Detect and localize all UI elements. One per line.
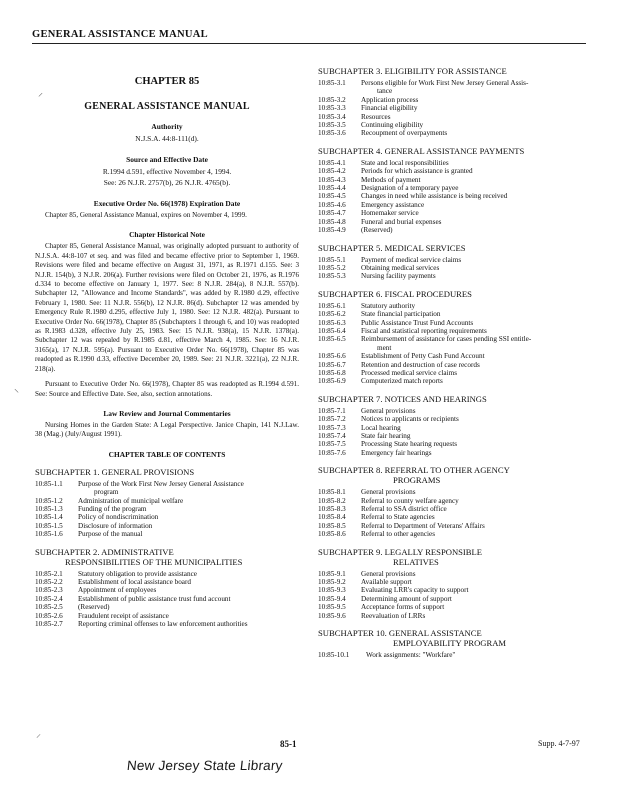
section-number: 10:85-3.1 (318, 79, 346, 87)
section-title: Notices to applicants or recipients (361, 415, 459, 424)
section-title: Processing State hearing requests (361, 440, 458, 449)
section-title: Evaluating LRR's capacity to support (361, 586, 469, 595)
review-text: Nursing Homes in the Garden State: A Legal Perspective. Janice Chapin, 141 N.J.Law. 38 (Mag.) (July/August 1991). (35, 420, 299, 439)
section-number: 10:85-4.6 (318, 200, 346, 209)
section-title: State financial participation (361, 310, 441, 319)
subchapter-heading (318, 394, 588, 404)
section-title: Financial eligibility (361, 104, 418, 113)
section-number: 10:85-8.1 (318, 488, 346, 497)
section-title: Appointment of employees (78, 586, 157, 595)
chapter-title: GENERAL ASSISTANCE MANUAL (84, 101, 250, 112)
toc-entry (318, 176, 588, 184)
section-number: 10:85-2.1 (35, 569, 63, 578)
section-title: Emergency fair hearings (361, 448, 432, 457)
toc-entry (318, 302, 588, 310)
toc-entry (318, 377, 588, 385)
margin-mark: ⸌ (14, 388, 19, 399)
subchapter-heading (318, 628, 588, 648)
toc-entry (318, 159, 588, 167)
section-number: 10:85-8.3 (318, 505, 346, 514)
section-number: 10:85-6.1 (318, 301, 346, 310)
subchapter-title: SUBCHAPTER 7. NOTICES AND HEARINGS (318, 393, 487, 404)
subchapter-title: SUBCHAPTER 4. GENERAL ASSISTANCE PAYMENTS (318, 145, 525, 156)
section-number: 10:85-5.3 (318, 272, 346, 281)
section-title: Establishment of local assistance board (78, 577, 191, 586)
section-title: Homemaker service (361, 209, 419, 218)
toc-entry (318, 184, 588, 192)
section-title: Continuing eligibility (361, 121, 424, 130)
section-number: 10:85-4.8 (318, 217, 346, 226)
review-heading: Law Review and Journal Commentaries (103, 408, 231, 418)
toc-entry (318, 612, 588, 620)
section-title: Recoupment of overpayments (361, 129, 448, 138)
section-number: 10:85-7.6 (318, 448, 346, 457)
toc-entry (318, 272, 588, 280)
section-number: 10:85-1.1 (35, 479, 63, 488)
section-title: Designation of a temporary payee (361, 184, 459, 193)
section-number: 10:85-9.3 (318, 586, 346, 595)
section-number: 10:85-5.2 (318, 263, 346, 272)
section-title: Referral to State agencies (361, 513, 435, 522)
toc-entry (35, 603, 299, 611)
toc-entry (318, 104, 588, 112)
section-number: 10:85-6.8 (318, 368, 346, 377)
section-title: Determining amount of support (361, 594, 452, 603)
subchapter-title: SUBCHAPTER 5. MEDICAL SERVICES (318, 242, 466, 253)
toc-entry (318, 209, 588, 217)
section-title: Fraudulent receipt of assistance (78, 611, 169, 620)
section-title: Establishment of public assistance trust fund account (78, 594, 231, 603)
section-title: State fair hearing (361, 432, 411, 440)
section-title: Obtaining medical services (361, 263, 440, 272)
subchapter-heading (318, 289, 588, 299)
section-title: Processed medical service claims (361, 368, 457, 377)
section-number: 10:85-1.3 (35, 504, 63, 513)
subchapter-heading (35, 467, 299, 477)
toc-entry (318, 497, 588, 505)
section-title: General provisions (361, 406, 416, 415)
section-title: Statutory authority (361, 301, 416, 310)
toc-entry (35, 570, 299, 578)
section-title: Local hearing (361, 423, 401, 432)
section-number: 10:85-6.7 (318, 360, 346, 369)
section-number: 10:85-6.3 (318, 318, 346, 327)
toc-entry (318, 226, 588, 234)
section-number: 10:85-6.4 (318, 326, 346, 335)
toc-entry (318, 432, 588, 440)
subchapter-title-cont: RESPONSIBILITIES OF THE MUNICIPALITIES (65, 556, 243, 567)
toc-entry (318, 327, 588, 335)
section-title: Changes in need while assistance is being received (361, 192, 508, 201)
section-number: 10:85-9.5 (318, 603, 346, 612)
authority-text: N.J.S.A. 44:8-111(d). (135, 134, 199, 143)
section-number: 10:85-4.4 (318, 184, 346, 193)
toc-entry (318, 522, 588, 530)
toc-entry (318, 603, 588, 611)
section-number: 10:85-7.2 (318, 415, 346, 424)
section-title: Resources (361, 112, 391, 121)
section-title: (Reserved) (78, 603, 110, 612)
section-number: 10:85-8.5 (318, 521, 346, 530)
history-paragraph: Chapter 85, General Assistance Manual, was originally adopted pursuant to authority of N.J.S.A. 44:8-107 et seq. and was filed and became effective prior to September 1, 1969. Revisions were filed and became effective on August 31, 1971, as R.1971 d.155. See: 3 N.J.R. 154(b), 3 N.J.R. 206(a). Further revisions were filed on October 21, 1976, as R.1976 d.334 to become effective on January 1, 1977. See: 8 N.J.R. 284(a), 8 N.J.R. 557(b). Subchapter 12, "Allowance and Income Standards", was added by R.1980 d.29, effective February 1, 1980. See: 11 N.J.R. 556(b), 12 N.J.R. 86(d). Subchapter 12 was amended by Emergency Rule R.1980 d.295, effective July 1, 1980. See: 12 N.J.R. 482(a). Pursuant to Executive Order No. 66(1978), Chapter 85 (Subchapters 1 through 6, and 10) was readopted as R.1983 d.328, effective July 25, 1983. See: 15 N.J.R. 938(a), 15 N.J.R. 1378(a). Subchapter 12 was repealed by R.1985 d.81, effective March 4, 1985. See: 16 N.J.R. 3165(a), 17 N.J.R. 595(a). Pursuant to Executive Order No. 66(1978), Chapter 85 was readopted as R.1990 d.33, effective December 20, 1989. See: 21 N.J.R. 3221(a), 22 N.J.R. 218(a). (35, 242, 299, 373)
subchapter-heading (318, 547, 588, 567)
section-number: 10:85-2.2 (35, 577, 63, 586)
toc-entry (318, 513, 588, 521)
toc-entry (318, 310, 588, 318)
subchapter-title: SUBCHAPTER 3. ELIGIBILITY FOR ASSISTANCE (318, 66, 507, 76)
toc-entry (35, 530, 299, 538)
section-title-wrap: ment (377, 343, 392, 352)
toc-entry (318, 121, 588, 129)
toc-entry (318, 595, 588, 603)
section-title: Referral to county welfare agency (361, 496, 459, 505)
section-title: Application process (361, 95, 419, 104)
toc-entry (318, 264, 588, 272)
section-title: Retention and destruction of case records (361, 360, 480, 369)
header-rule (32, 43, 586, 44)
authority-heading: Authority (151, 122, 183, 131)
toc-entry (318, 218, 588, 226)
page-number: 85-1 (280, 739, 297, 749)
section-title: Emergency assistance (361, 200, 425, 209)
toc-entry (35, 595, 299, 603)
toc-entry (35, 513, 299, 521)
toc-entry (318, 129, 588, 137)
toc-entry (318, 424, 588, 432)
section-number: 10:85-2.6 (35, 611, 63, 620)
section-number: 10:85-8.2 (318, 496, 346, 505)
section-title: Reevaluation of LRRs (361, 611, 426, 620)
chapter-number: CHAPTER 85 (134, 76, 200, 87)
toc-entry (318, 440, 588, 448)
section-title: Reporting criminal offenses to law enforcement authorities (78, 620, 248, 628)
section-title: State and local responsibilities (361, 158, 449, 167)
subchapter-heading (35, 547, 299, 567)
section-number: 10:85-9.2 (318, 578, 346, 587)
subchapter-title: SUBCHAPTER 6. FISCAL PROCEDURES (318, 288, 472, 299)
section-title: Reimbursement of assistance for cases pending SSI entitle- (361, 335, 532, 344)
toc-entry (318, 319, 588, 327)
subchapter-title-cont: EMPLOYABILITY PROGRAM (393, 638, 507, 649)
toc-entry (318, 113, 588, 121)
section-number: 10:85-1.5 (35, 521, 63, 530)
subchapter-heading (318, 146, 588, 156)
section-title: Methods of payment (361, 175, 421, 184)
section-number: 10:85-9.4 (318, 594, 346, 603)
source-line: See: 26 N.J.R. 2757(b), 26 N.J.R. 4765(b). (103, 178, 231, 187)
toc-entry (318, 570, 588, 578)
section-number: 10:85-2.4 (35, 594, 63, 603)
toc-heading: CHAPTER TABLE OF CONTENTS (108, 449, 226, 459)
section-number: 10:85-10.1 (318, 651, 350, 660)
toc-entry (318, 361, 588, 369)
toc-entry (318, 369, 588, 377)
section-number: 10:85-5.1 (318, 255, 346, 264)
subchapter-title: SUBCHAPTER 9. LEGALLY RESPONSIBLE (318, 546, 483, 557)
section-number: 10:85-4.9 (318, 226, 346, 235)
toc-entry (318, 335, 588, 352)
toc-entry (318, 578, 588, 586)
section-number: 10:85-6.6 (318, 352, 346, 361)
toc-entry (318, 415, 588, 423)
section-number: 10:85-6.9 (318, 377, 346, 386)
section-number: 10:85-4.2 (318, 167, 346, 176)
section-title: Statutory obligation to provide assistance (78, 569, 197, 578)
section-number: 10:85-4.5 (318, 192, 346, 201)
library-stamp: New Jersey State Library (126, 758, 284, 773)
toc-left (35, 467, 299, 629)
section-number: 10:85-2.5 (35, 603, 63, 612)
toc-entry (35, 522, 299, 530)
section-number: 10:85-1.4 (35, 513, 63, 522)
section-number: 10:85-6.5 (318, 335, 346, 344)
section-title: Acceptance forms of support (361, 603, 445, 612)
section-title: Public Assistance Trust Fund Accounts (361, 318, 474, 327)
subchapter-title-cont: RELATIVES (393, 556, 439, 567)
subchapter-title: SUBCHAPTER 2. ADMINISTRATIVE (35, 546, 174, 557)
section-number: 10:85-1.2 (35, 496, 63, 505)
toc-entry (318, 79, 588, 96)
supplement-date: Supp. 4-7-97 (538, 739, 580, 748)
toc-entry (318, 201, 588, 209)
section-title: General provisions (361, 569, 416, 578)
section-title: Purpose of the manual (78, 530, 143, 539)
history-heading: Chapter Historical Note (129, 230, 205, 240)
section-title: Fiscal and statistical reporting requirements (361, 326, 487, 335)
subchapter-title: SUBCHAPTER 1. GENERAL PROVISIONS (35, 466, 195, 477)
margin-mark: ⸝ (36, 729, 41, 740)
exec-order-heading: Executive Order No. 66(1978) Expiration Date (93, 199, 241, 208)
subchapter-heading (318, 465, 588, 485)
section-title: Referral to other agencies (361, 530, 436, 539)
toc-entry (318, 167, 588, 175)
toc-entry (318, 256, 588, 264)
toc-entry (318, 586, 588, 594)
history-paragraph: Pursuant to Executive Order No. 66(1978), Chapter 85 was readopted as R.1994 d.591. See: Source and Effective Date. See, also, section annotations. (35, 380, 299, 398)
toc-entry (318, 192, 588, 200)
section-title-wrap: program (94, 488, 119, 497)
section-title: Referral to SSA district office (361, 505, 447, 514)
left-column (35, 66, 299, 628)
toc-entry (35, 480, 299, 497)
toc-entry (35, 578, 299, 586)
subchapter-title-cont: PROGRAMS (393, 475, 441, 486)
subchapter-heading (318, 66, 588, 76)
section-title: Policy of nondiscrimination (78, 513, 159, 522)
toc-entry (318, 530, 588, 538)
section-title: Work assignments: "Workfare" (366, 651, 456, 660)
section-number: 10:85-8.6 (318, 530, 346, 539)
section-number: 10:85-2.7 (35, 620, 63, 628)
section-number: 10:85-3.3 (318, 104, 346, 113)
toc-entry (35, 497, 299, 505)
section-number: 10:85-3.4 (318, 112, 346, 121)
section-title: Funeral and burial expenses (361, 217, 442, 226)
exec-order-text: Chapter 85, General Assistance Manual, expires on November 4, 1999. (45, 211, 247, 219)
subchapter-heading (318, 243, 588, 253)
toc-entry (35, 505, 299, 513)
section-number: 10:85-7.5 (318, 440, 346, 449)
margin-mark: ⸍ (38, 92, 43, 103)
section-title: Periods for which assistance is granted (361, 167, 473, 176)
section-number: 10:85-4.1 (318, 158, 346, 167)
subchapter-title: SUBCHAPTER 10. GENERAL ASSISTANCE (318, 628, 482, 639)
section-title: Available support (361, 578, 412, 587)
section-title: Nursing facility payments (361, 272, 436, 281)
section-title: General provisions (361, 488, 416, 497)
section-title: Purpose of the Work First New Jersey General Assistance (78, 479, 244, 488)
section-number: 10:85-3.6 (318, 129, 346, 138)
subchapter-title: SUBCHAPTER 8. REFERRAL TO OTHER AGENCY (318, 465, 510, 476)
toc-entry (318, 651, 588, 659)
section-title: (Reserved) (361, 226, 393, 235)
running-head: GENERAL ASSISTANCE MANUAL (32, 29, 208, 40)
section-title: Funding of the program (78, 504, 147, 513)
section-number: 10:85-4.3 (318, 175, 346, 184)
section-title: Payment of medical service claims (361, 255, 462, 264)
section-number: 10:85-9.1 (318, 569, 346, 578)
toc-entry (318, 407, 588, 415)
toc-entry (35, 586, 299, 594)
section-title-wrap: tance (377, 87, 393, 96)
source-heading: Source and Effective Date (126, 155, 208, 164)
section-number: 10:85-2.3 (35, 586, 63, 595)
section-number: 10:85-6.2 (318, 310, 346, 319)
toc-entry (35, 612, 299, 620)
section-title: Administration of municipal welfare (78, 496, 184, 505)
section-number: 10:85-7.4 (318, 432, 346, 440)
toc-entry (35, 620, 299, 628)
toc-entry (318, 505, 588, 513)
section-number: 10:85-7.1 (318, 406, 346, 415)
section-title: Referral to Department of Veterans' Affairs (361, 521, 485, 530)
section-title: Computerized match reports (361, 377, 443, 386)
section-number: 10:85-1.6 (35, 530, 63, 539)
section-number: 10:85-7.3 (318, 423, 346, 432)
section-title: Disclosure of information (78, 521, 153, 530)
toc-entry (318, 96, 588, 104)
toc-entry (318, 488, 588, 496)
section-title: Persons eligible for Work First New Jersey General Assis- (361, 79, 529, 87)
right-column (318, 66, 588, 660)
section-number: 10:85-9.6 (318, 611, 346, 620)
source-line: R.1994 d.591, effective November 4, 1994. (102, 167, 232, 176)
section-number: 10:85-3.5 (318, 121, 346, 130)
section-title: Establishment of Petty Cash Fund Account (361, 352, 485, 361)
section-number: 10:85-8.4 (318, 513, 346, 522)
section-number: 10:85-4.7 (318, 209, 346, 218)
section-number: 10:85-3.2 (318, 95, 346, 104)
toc-entry (318, 449, 588, 457)
toc-entry (318, 352, 588, 360)
